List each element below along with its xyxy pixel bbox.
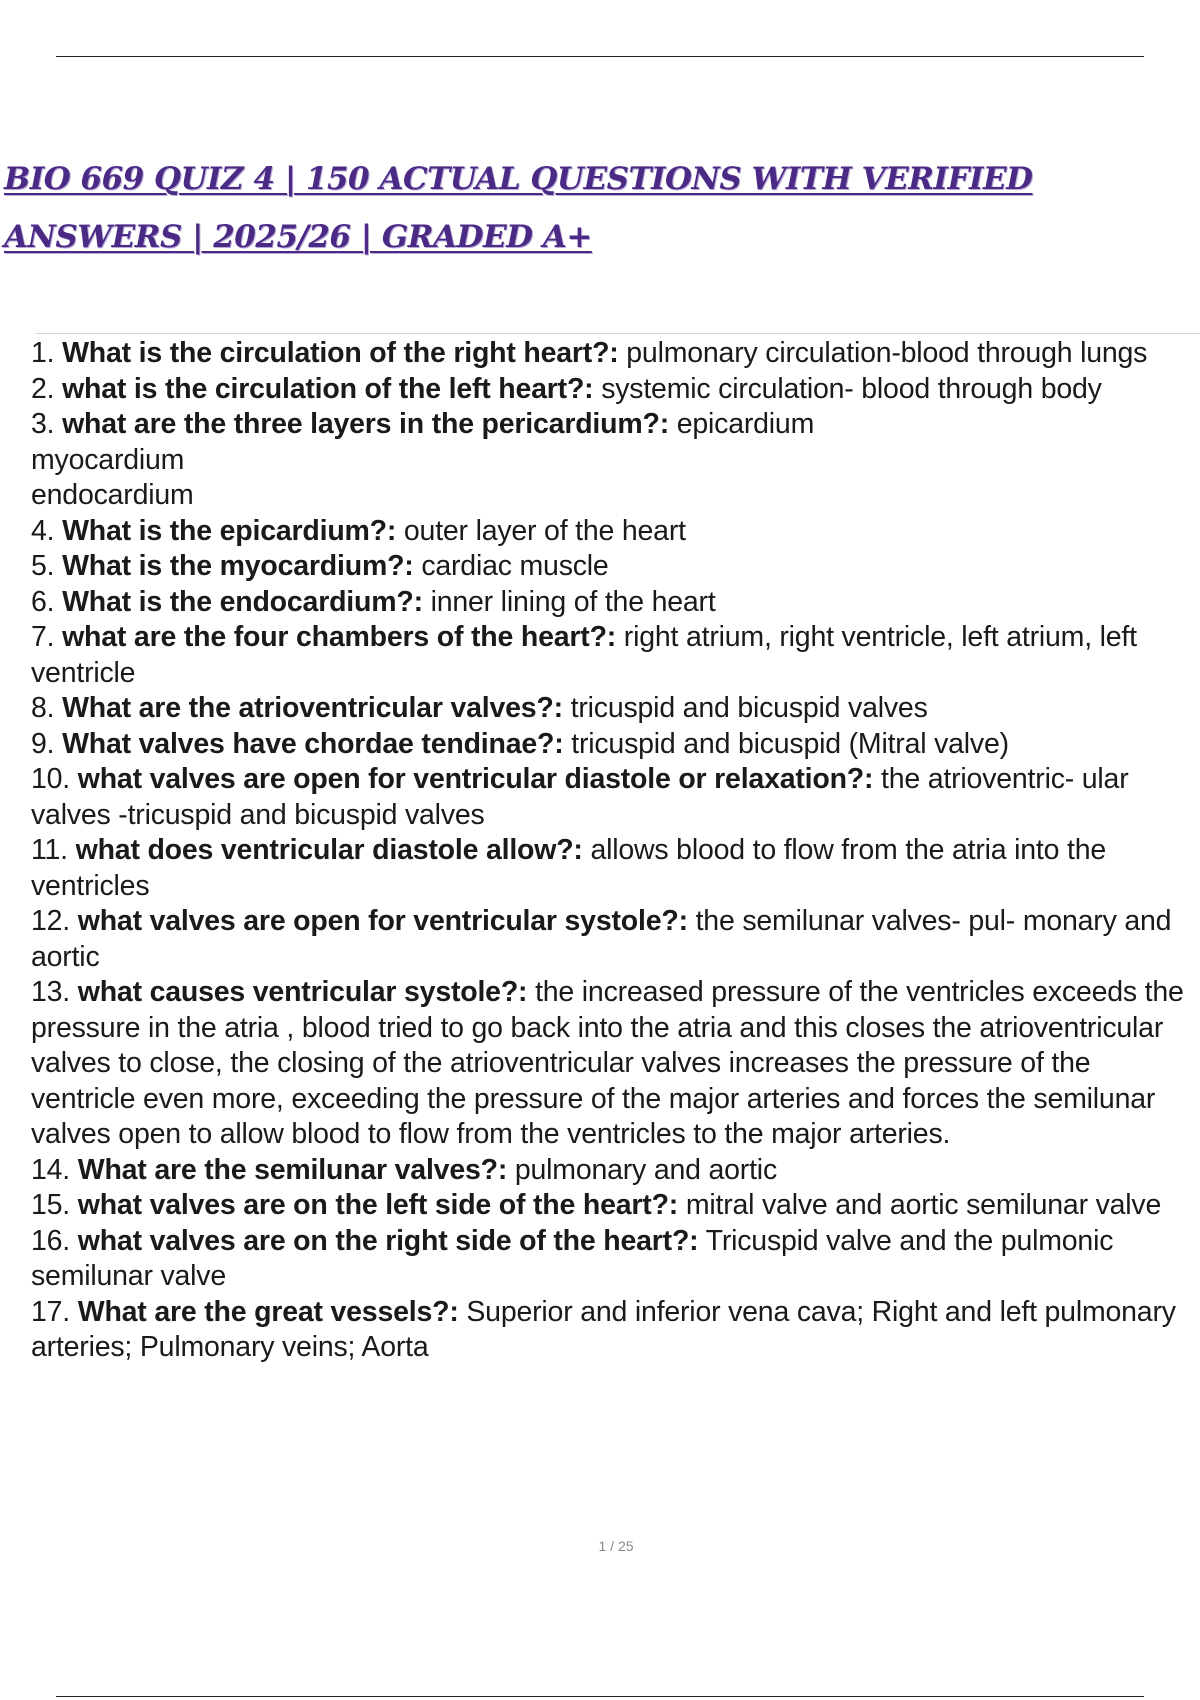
question-item xyxy=(31,1188,1197,1224)
question-text: what causes ventricular systole?: xyxy=(77,976,528,1008)
question-number: 1. xyxy=(31,337,55,369)
answer-text: tricuspid and bicuspid valves xyxy=(570,692,928,724)
answer-text: the atrioventric- ular valves -tricuspid and bicuspid valves xyxy=(31,763,1129,831)
question-text: What are the great vessels?: xyxy=(77,1295,459,1328)
question-item xyxy=(31,762,1197,833)
question-text: What are the semilunar valves?: xyxy=(77,1153,508,1186)
question-list xyxy=(31,336,1197,1366)
question-item xyxy=(31,727,1197,763)
title-separator xyxy=(36,333,1200,334)
question-text: what are the four chambers of the heart?: xyxy=(62,621,617,653)
question-item xyxy=(31,620,1197,691)
question-number: 5. xyxy=(31,550,55,582)
question-text: what does ventricular diastole allow?: xyxy=(75,834,583,866)
question-item xyxy=(31,691,1197,727)
question-item xyxy=(31,975,1197,1153)
question-item xyxy=(31,372,1197,408)
question-text: what valves are on the left side of the heart?: xyxy=(77,1189,679,1221)
question-number: 10. xyxy=(31,763,71,795)
question-text: what valves are open for ventricular systole?: xyxy=(77,905,688,937)
question-number: 13. xyxy=(31,976,71,1008)
question-number: 7. xyxy=(31,621,55,653)
answer-text: systemic circulation- blood through body xyxy=(601,372,1102,405)
question-number: 6. xyxy=(31,585,55,618)
question-item xyxy=(31,336,1197,372)
question-item xyxy=(31,904,1197,975)
question-text: What is the myocardium?: xyxy=(62,550,414,582)
question-number: 14. xyxy=(31,1153,71,1186)
question-item xyxy=(31,1295,1197,1366)
answer-text: allows blood to flow from the atria into the ventricles xyxy=(31,834,1107,902)
question-text: What valves have chordae tendinae?: xyxy=(62,727,564,760)
question-number: 12. xyxy=(31,905,71,937)
answer-text: pulmonary and aortic xyxy=(514,1153,777,1186)
answer-text: right atrium, right ventricle, left atrium, left ventricle xyxy=(31,621,1137,689)
question-number: 2. xyxy=(31,372,55,405)
question-item xyxy=(31,1224,1197,1295)
question-item xyxy=(31,407,1197,514)
question-number: 4. xyxy=(31,514,55,547)
answer-text: cardiac muscle xyxy=(421,550,609,582)
question-text: What is the endocardium?: xyxy=(62,585,423,618)
question-number: 16. xyxy=(31,1224,71,1257)
answer-text: epicardium myocardium endocardium xyxy=(31,408,815,511)
page-number: 1 / 25 xyxy=(598,1538,634,1554)
question-number: 9. xyxy=(31,727,55,760)
question-text: What is the epicardium?: xyxy=(62,514,397,547)
header-rule xyxy=(56,56,1144,57)
answer-text: outer layer of the heart xyxy=(403,514,686,547)
question-text: What are the atrioventricular valves?: xyxy=(62,692,563,724)
question-item xyxy=(31,585,1197,621)
question-item xyxy=(31,1153,1197,1189)
footer-rule xyxy=(56,1696,1144,1697)
question-number: 15. xyxy=(31,1189,71,1221)
question-text: What is the circulation of the right heart?: xyxy=(62,337,619,369)
answer-text: mitral valve and aortic semilunar valve xyxy=(685,1189,1162,1221)
answer-text: pulmonary circulation-blood through lungs xyxy=(626,337,1148,369)
question-number: 3. xyxy=(31,408,55,440)
question-item xyxy=(31,833,1197,904)
document-title: BIO 669 QUIZ 4 | 150 ACTUAL QUESTIONS WITH VERIFIED ANSWERS | 2025/26 | GRADED A+ xyxy=(4,161,1033,255)
answer-text: the increased pressure of the ventricles exceeds the pressure in the atria , blood tried to go back into the atria and this closes the atrioventricular valves to close, the closing of the atrioventricular valves increases the pressure of the ventricle even more, exceeding the pressure of the major arteries and forces the semilunar valves open to allow blood to flow from the ventricles to the major arteries. xyxy=(31,976,1184,1150)
question-number: 8. xyxy=(31,692,55,724)
answer-text: the semilunar valves- pul- monary and aortic xyxy=(31,905,1172,973)
question-item xyxy=(31,549,1197,585)
question-text: what valves are on the right side of the heart?: xyxy=(77,1224,699,1257)
question-number: 11. xyxy=(31,834,68,866)
question-text: what are the three layers in the pericardium?: xyxy=(62,408,669,440)
question-text: what is the circulation of the left heart?: xyxy=(62,372,594,405)
answer-text: Tricuspid valve and the pulmonic semilunar valve xyxy=(31,1224,1114,1292)
question-item xyxy=(31,514,1197,550)
answer-text: inner lining of the heart xyxy=(430,585,716,618)
answer-text: Superior and inferior vena cava; Right and left pulmonary arteries; Pulmonary veins; Aorta xyxy=(31,1295,1176,1363)
answer-text: tricuspid and bicuspid (Mitral valve) xyxy=(571,727,1009,760)
question-number: 17. xyxy=(31,1295,71,1328)
question-text: what valves are open for ventricular diastole or relaxation?: xyxy=(77,763,874,795)
